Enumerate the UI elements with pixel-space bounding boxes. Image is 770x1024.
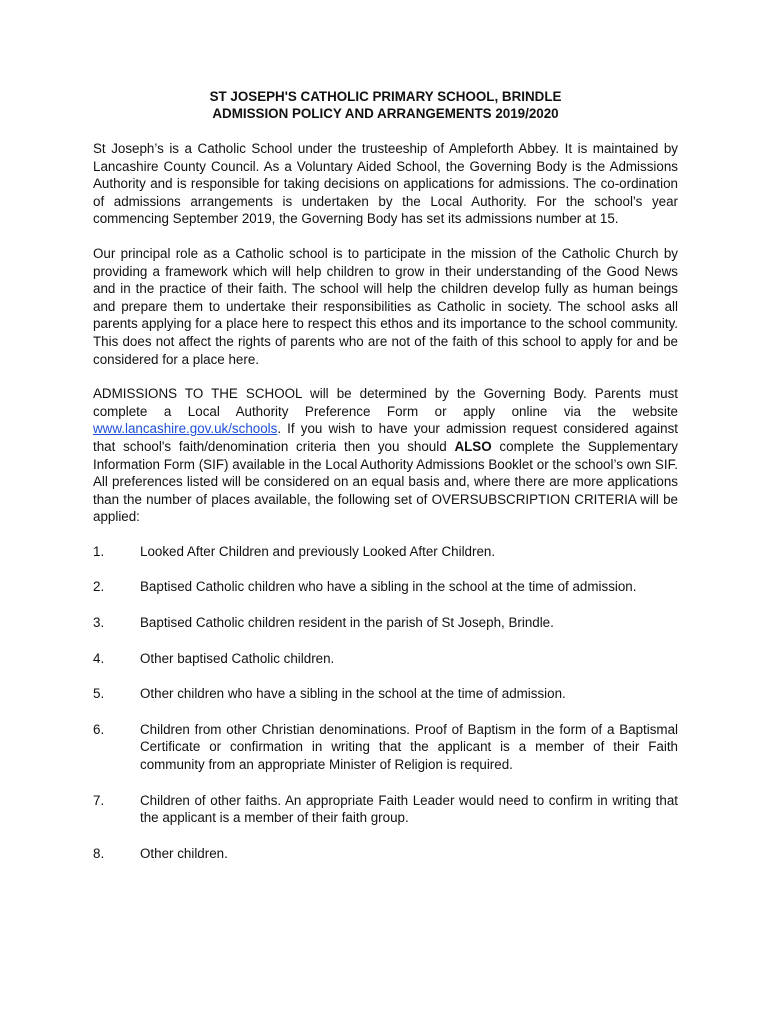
criterion-text: Looked After Children and previously Looked After Children. [140, 543, 496, 559]
criterion-number: 3. [93, 615, 105, 631]
criterion-number: 6. [93, 721, 105, 737]
admissions-text-part1: ADMISSIONS TO THE SCHOOL will be determined by the Governing Body. Parents must complete a Local Authority Preference Form or apply online via the website [93, 386, 678, 419]
admissions-paragraph [93, 385, 678, 526]
criterion-number: 7. [93, 792, 105, 808]
criterion-text: Baptised Catholic children who have a sibling in the school at the time of admission. [140, 579, 637, 595]
criterion-item [93, 543, 678, 561]
criterion-text: Children of other faiths. An appropriate Faith Leader would need to confirm in writing that the applicant is a member of their faith group. [140, 792, 678, 826]
lancashire-schools-link[interactable]: www.lancashire.gov.uk/schools [93, 421, 278, 437]
criterion-text: Baptised Catholic children resident in the parish of St Joseph, Brindle. [140, 615, 554, 631]
admissions-text-part2: . If you wish to have your admission request considered against that school's faith/denomination criteria then you should [93, 421, 678, 454]
criterion-text: Other children who have a sibling in the school at the time of admission. [140, 686, 566, 702]
criterion-item [93, 845, 678, 863]
criterion-number: 5. [93, 686, 105, 702]
criterion-text: Children from other Christian denominations. Proof of Baptism in the form of a Baptismal Certificate or confirmation in writing that the applicant is a member of their Faith community from an appropriate Minister of Religion is required. [140, 721, 678, 773]
document-title: ST JOSEPH'S CATHOLIC PRIMARY SCHOOL, BRINDLE [209, 89, 562, 104]
document-page [93, 88, 678, 880]
admissions-text-part3: complete the Supplementary Information Form (SIF) available in the Local Authority Admissions Booklet or the school’s own SIF. All preferences listed will be considered on an equal basis and, where there are more applications than the number of places available, the following set of OVERSUBSCRIPTION CRITERIA will be applied: [93, 438, 678, 525]
criterion-number: 2. [93, 579, 105, 595]
criterion-text: Other baptised Catholic children. [140, 650, 335, 666]
criterion-item [93, 685, 678, 703]
criterion-item [93, 614, 678, 632]
document-subtitle: ADMISSION POLICY AND ARRANGEMENTS 2019/2020 [212, 106, 559, 121]
criterion-item [93, 721, 678, 774]
criterion-text: Other children. [140, 845, 228, 861]
criterion-item [93, 578, 678, 596]
criterion-number: 8. [93, 845, 105, 861]
criterion-item [93, 792, 678, 827]
criterion-number: 4. [93, 650, 105, 666]
intro-paragraph: St Joseph’s is a Catholic School under the trusteeship of Ampleforth Abbey. It is maintained by Lancashire County Council. As a Voluntary Aided School, the Governing Body is the Admissions Authority and is responsible for taking decisions on applications for admissions. The co-ordination of admissions arrangements is undertaken by the Local Authority. For the school’s year commencing September 2019, the Governing Body has set its admissions number at 15. [93, 141, 678, 227]
criterion-item [93, 650, 678, 668]
title-block [93, 88, 678, 122]
criterion-number: 1. [93, 543, 105, 559]
admissions-emphasis: ALSO [454, 438, 492, 454]
role-paragraph: Our principal role as a Catholic school is to participate in the mission of the Catholic Church by providing a framework which will help children to grow in their understanding of the Good News and in the practice of their faith. The school will help the children develop fully as human beings and prepare them to undertake their responsibilities as Catholic in society. The school asks all parents applying for a place here to respect this ethos and its importance to the school community. This does not affect the rights of parents who are not of the faith of this school to apply for and be considered for a place here. [93, 245, 678, 367]
oversubscription-criteria-list [93, 543, 678, 863]
